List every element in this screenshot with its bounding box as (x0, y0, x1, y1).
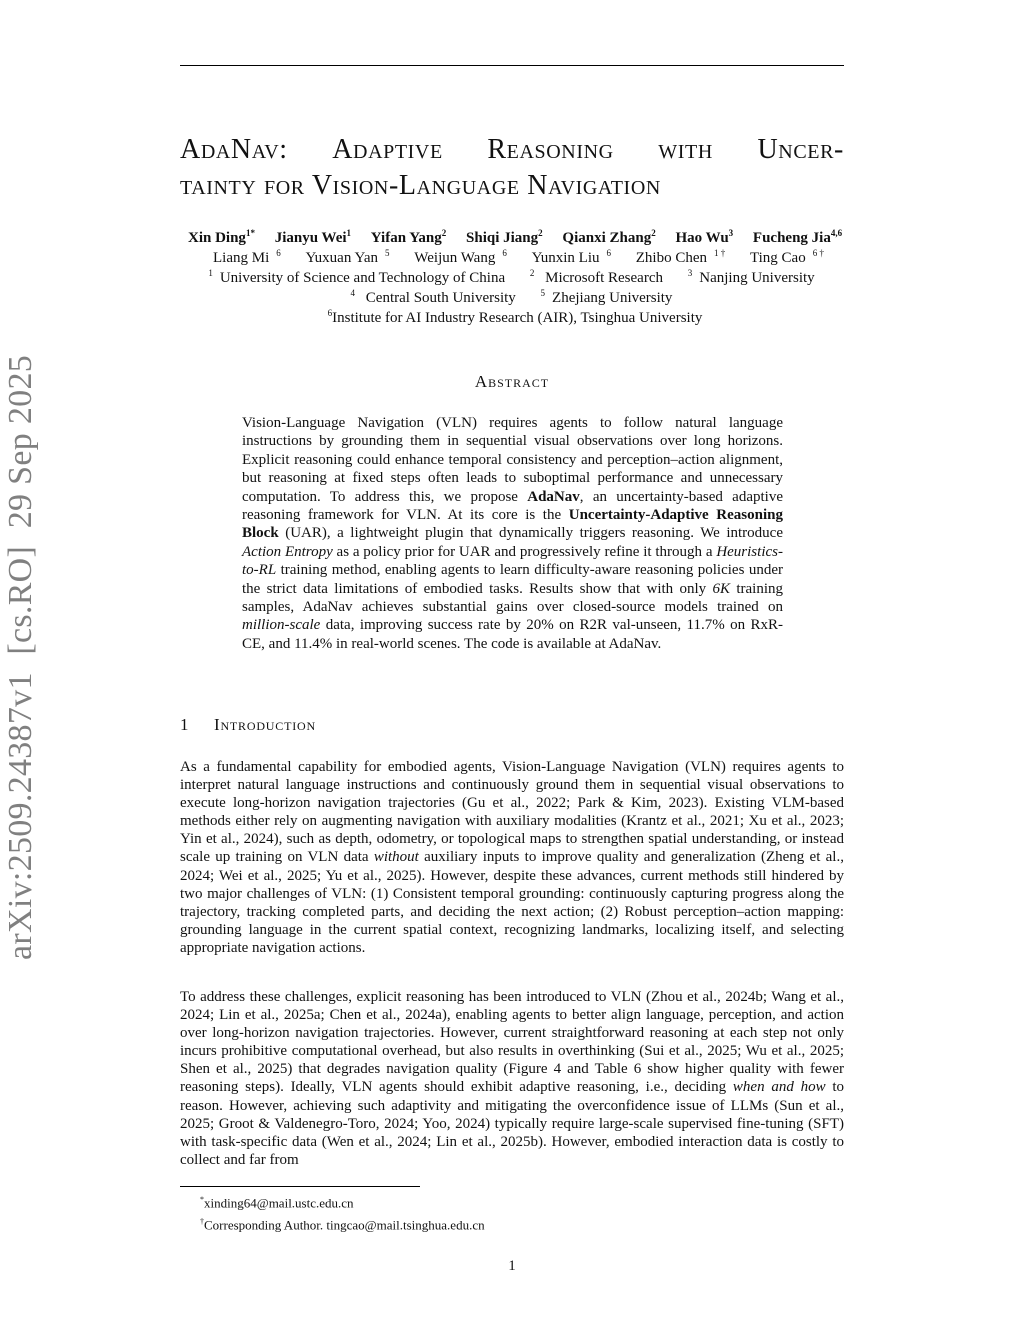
section-heading (180, 715, 844, 735)
author: Weijun Wang $^6$ (414, 248, 507, 266)
top-rule (180, 65, 844, 66)
affiliation: $^1$ University of Science and Technology of China (208, 268, 506, 286)
section-title: Introduction (214, 715, 316, 734)
author-block (180, 228, 850, 328)
author: Yunxin Liu $^6$ (531, 248, 611, 266)
affiliation: $^6$Institute for AI Industry Research (AIR), Tsinghua University (327, 308, 703, 326)
author: Fucheng Jia$^{4,6}$ (752, 228, 843, 246)
affiliation-row-1 (180, 268, 850, 288)
paper-title (180, 132, 844, 204)
author: Hao Wu$^3$ (675, 228, 734, 246)
affiliation: $^2$ Microsoft Research (529, 268, 663, 286)
author-row-1 (180, 228, 850, 248)
author-row-2 (180, 248, 850, 268)
footnote-corresponding: †Corresponding Author. tingcao@mail.tsinghua.edu.cn (200, 1217, 485, 1233)
author: Yuxuan Yan $^5$ (305, 248, 390, 266)
author: Ting Cao $^{6 \dagger}$ (750, 248, 824, 266)
author: Qianxi Zhang$^2$ (562, 228, 656, 246)
intro-paragraph-2: To address these challenges, explicit reasoning has been introduced to VLN (Zhou et al., 2024b; Wang et al., 2024; Lin et al., 2025a; Chen et al., 2024a), enabling agents to better align language, perception, and action over long-horizon navigation trajectories. However, current straightforward reasoning at each step not only incurs prohibitive computational overhead, but also results in overthinking (Sui et al., 2025; Wu et al., 2025; Shen et al., 2025) that degrades navigation quality (Figure 4 and Table 6 show higher quality with fewer reasoning steps). Ideally, VLN agents should exhibit adaptive reasoning, i.e., deciding when and how to reason. However, achieving such adaptivity and mitigating the overconfidence issue of LLMs (Sun et al., 2025; Groot & Valdenegro-Toro, 2024; Yoo, 2024) typically require large-scale supervised fine-tuning (SFT) with task-specific data (Wen et al., 2024; Lin et al., 2025b). However, embodied interaction data is costly to collect and far from (180, 989, 845, 1168)
affiliation-row-2 (180, 288, 850, 308)
affiliation: $^3$ Nanjing University (687, 268, 815, 286)
author: Jianyu Wei$^1$ (274, 228, 352, 246)
footnotes (200, 1190, 485, 1235)
title-word: Reasoning (487, 134, 614, 165)
author: Liang Mi $^6$ (213, 248, 281, 266)
page-number: 1 (508, 1258, 516, 1274)
author: Xin Ding$^{1*}$ (188, 228, 255, 246)
title-word: with (658, 134, 713, 165)
author: Yifan Yang$^2$ (370, 228, 447, 246)
abstract-text: Vision-Language Navigation (VLN) requires agents to follow natural language instructions by grounding them in sequential visual observations over long horizons. Explicit reasoning could enhance temporal consistency and perception–action alignment, but reasoning at fixed steps often leads to suboptimal performance and unnecessary computation. To address this, we propose AdaNav, an uncertainty-based adaptive reasoning framework for VLN. At its core is the Uncertainty-Adaptive Reasoning Block (UAR), a lightweight plugin that dynamically triggers reasoning. We introduce Action Entropy as a policy prior for UAR and progressively refine it through a Heuristics-to-RL training method, enabling agents to learn difficulty-aware reasoning policies under the strict data limitations of embodied tasks. Results show that with only 6K training samples, AdaNav achieves substantial gains over closed-source models trained on million-scale data, improving success rate by 20% on R2R val-unseen, 11.7% on RxR-CE, and 11.4% in real-world scenes. The code is available at AdaNav. (242, 415, 784, 652)
affiliation-row-3 (180, 308, 850, 328)
title-line-2: tainty for Vision-Language Navigation (180, 170, 661, 201)
title-word: Adaptive (332, 134, 443, 165)
footnote-rule (180, 1186, 420, 1187)
title-word: Uncer- (757, 134, 844, 165)
author: Zhibo Chen $^{1 \dagger}$ (635, 248, 726, 266)
affiliation: $^4$ Central South University (350, 288, 516, 306)
title-line-1 (180, 132, 844, 168)
affiliation: $^5$ Zhejiang University (540, 288, 673, 306)
arxiv-stamp: arXiv:2509.24387v1 [cs.RO] 29 Sep 2025 (2, 354, 39, 960)
intro-paragraph-1: As a fundamental capability for embodied agents, Vision-Language Navigation (VLN) requires agents to interpret natural language instructions and continuously ground them in sequential visual observations to execute long-horizon navigation trajectories (Gu et al., 2022; Park & Kim, 2023). Existing VLM-based methods either rely on augmenting navigation with auxiliary modalities (Krantz et al., 2021; Xu et al., 2023; Yin et al., 2024), such as depth, odometry, or topological maps to strengthen spatial understanding, or instead scale up training on VLN data without auxiliary inputs to improve quality and generalization (Zheng et al., 2024; Wei et al., 2025; Yu et al., 2025). However, despite these advances, current methods still hindered by two major challenges of VLN: (1) Consistent temporal grounding: continuously capturing progress along the trajectory, tracking completed parts, and deciding the next action; (2) Robust perception–action mapping: grounding language in the current spatial context, recognizing landmarks, localizing itself, and selecting appropriate navigation actions. (180, 759, 844, 956)
abstract-heading: Abstract (474, 372, 550, 391)
footnote-email: *xinding64@mail.ustc.edu.cn (200, 1195, 354, 1211)
section-number: 1 (180, 715, 190, 734)
title-word: AdaNav: (180, 134, 288, 165)
author: Shiqi Jiang$^2$ (466, 228, 543, 246)
